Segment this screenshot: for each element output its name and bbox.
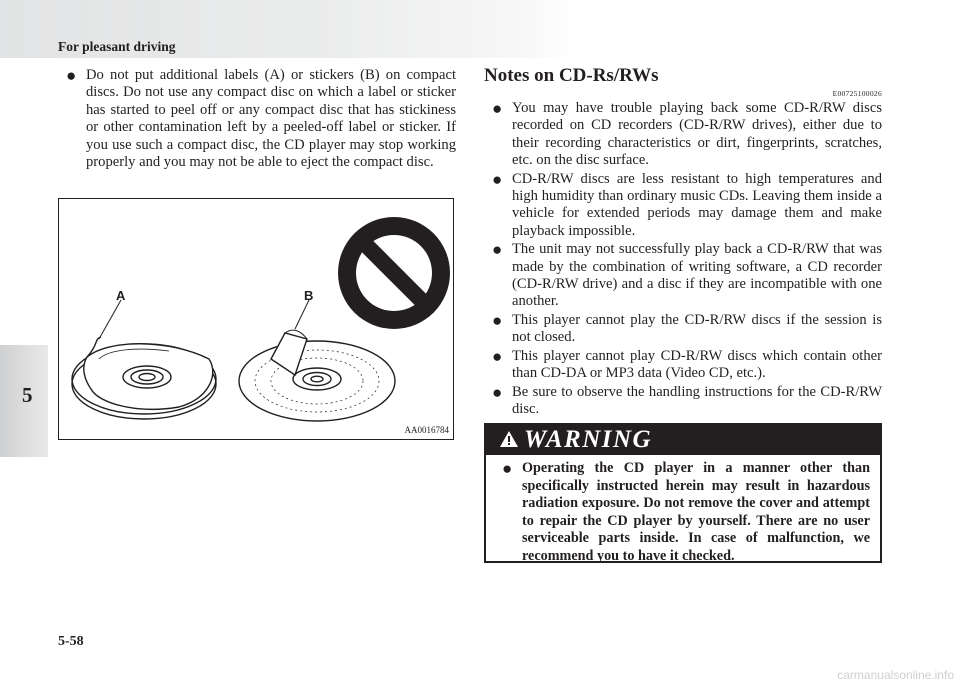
bullet-icon: ● <box>492 346 503 366</box>
chapter-number: 5 <box>22 383 33 407</box>
bullet-text: Be sure to observe the handling instructions for the CD-R/RW disc. <box>512 383 882 417</box>
right-column <box>484 64 882 419</box>
bullet-text: Do not put additional labels (A) or stickers (B) on compact discs. Do not use any compact disc on which a label or sticker has started to peel off or any compact disc that has stickiness or other contamination left by a peeled-off label or sticker. If you use such a compact disc, the CD player may stop working properly and you may not be able to eject the compact disc. <box>86 67 456 171</box>
list-item <box>494 460 870 566</box>
page-number: 5-58 <box>58 634 84 649</box>
warning-triangle-icon <box>499 430 519 448</box>
bullet-icon: ● <box>492 240 503 260</box>
list-item <box>484 384 882 419</box>
bullet-icon: ● <box>492 382 503 402</box>
section-header: For pleasant driving <box>58 39 176 54</box>
bullet-text: This player cannot play CD-R/RW discs which contain other than CD-DA or MP3 data (Video CD, etc.). <box>512 347 882 382</box>
notes-title: Notes on CD-Rs/RWs <box>484 65 659 86</box>
cd-illustration <box>59 199 453 439</box>
list-item <box>484 100 882 170</box>
bullet-text: This player cannot play the CD-R/RW discs if the session is not closed. <box>512 311 882 346</box>
notes-code: E00725100026 <box>832 89 882 98</box>
list-item <box>484 312 882 347</box>
bullet-icon: ● <box>502 459 513 478</box>
chapter-tab <box>0 345 48 457</box>
figure-code: AA0016784 <box>404 425 449 435</box>
bullet-text: You may have trouble playing back some CD-R/RW discs recorded on CD recorders (CD-R/RW drives), either due to their recording characteristics or dirt, fingerprints, scratches, etc. on the disc surface. <box>512 100 882 169</box>
bullet-text: The unit may not successfully play back a CD-R/RW that was made by the combination of writing software, a CD recorder (CD-R/RW drive) and a disc if they are incompatible with one another. <box>512 241 882 310</box>
bullet-icon: ● <box>492 99 503 118</box>
bullet-icon: ● <box>66 66 77 85</box>
watermark-url: carmanualsonline.info <box>837 668 954 682</box>
warning-title: WARNING <box>524 426 653 453</box>
disc-with-label <box>72 300 216 419</box>
bullet-text: CD-R/RW discs are less resistant to high temperatures and high humidity than ordinary music CDs. Leaving them inside a vehicle for extended periods may damage them and make playback impossible. <box>512 170 882 239</box>
warning-body <box>486 455 880 566</box>
list-item <box>484 348 882 383</box>
warning-header <box>486 425 880 455</box>
list-item <box>484 171 882 241</box>
list-item <box>58 67 456 171</box>
prohibition-icon <box>338 217 450 329</box>
warning-box <box>484 423 882 563</box>
list-item <box>484 241 882 311</box>
cd-label-figure <box>58 198 454 440</box>
bullet-text: Operating the CD player in a manner other than specifically instructed herein may result in hazardous radiation exposure. Do not remove the cover and attempt to repair the CD player by yourself. There are no user serviceable parts inside. In case of malfunction, we recommend you to have it checked. <box>522 460 870 564</box>
notes-list <box>484 100 882 418</box>
left-column <box>58 67 456 172</box>
bullet-icon: ● <box>492 310 503 330</box>
label-b: B <box>304 288 314 303</box>
bullet-icon: ● <box>492 169 503 189</box>
label-a: A <box>116 288 126 303</box>
